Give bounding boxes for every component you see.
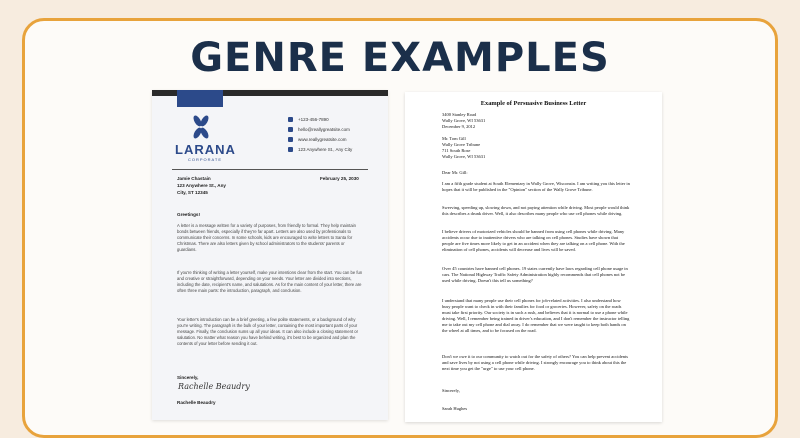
body-paragraph-2: If you're thinking of writing a letter yourself, make your intentions clear from the start. You can be fun and creative or straightforward, depending on your needs. Your letter are divided into sections, including the date, recipient's name, and salutations. As for the main content of your letter, there are often three main parts: the introduction, paragraph, and conclusion. <box>177 270 363 293</box>
contact-address <box>288 147 352 152</box>
persuasive-letter-example <box>405 92 662 422</box>
recipient-line3: 711 South Rose <box>442 148 471 153</box>
sender-address-line1: 3400 Stanley Road <box>442 112 477 117</box>
recipient-line1: Mr. Tom Gill <box>442 136 466 141</box>
body-paragraph-5: I understand that many people use their cell phones for job-related activities. I also understand how busy people want to check in with their families for food or groceries. However, safety on the roads must take first priority. Our society is in such a rush, and believes that it is normal to use a phone while driving. Well, I remember being trained in driver's education, and I don't remember the instructor telling me to take out my cell phone and dial away. I do remember that we were taught to keep both hands on the wheel at all times, and to be focused on the road. <box>442 298 630 334</box>
sender-name: Rachelle Beaudry <box>177 400 216 405</box>
body-paragraph-6: Don't we owe it to our community to watch out for the safety of others? You can help prevent accidents and save lives by not using a cell phone while driving. I strongly encourage you to think about this the next time you get the "urge" to use your cell phone. <box>442 354 629 372</box>
recipient-line4: Wally Grove, WI 53631 <box>442 154 486 159</box>
email-icon <box>288 127 293 132</box>
signer-name: Sarah Hughes <box>442 406 468 411</box>
contact-email <box>288 127 350 132</box>
body-paragraph-1: A letter is a message written for a variety of purposes, from friendly to formal. They help maintain bonds between friends, especially if they're far apart. Letters are also used by professionals to communicate their concerns. In some schools, kids are encouraged to write letters to Santa for Christmas. There are also letters given by school administrators to the students' parents or guardians. <box>177 223 356 252</box>
body-paragraph-3: I believe drivers of motorized vehicles should be banned from using cell phones while driving. Many accidents occur due to inattentive drivers who are talking on cell phones. Studies have shown that people are five times more likely to get in an accident when they are talking on a cell phone. With the elimination of cell phones, accidents will decrease and lives will be saved. <box>442 229 625 253</box>
brand-name: LARANA <box>175 142 236 157</box>
body-paragraph-2: Swerving, speeding up, slowing down, and not paying attention while driving. Most people would think this describes a drunk driver. Well, it also describes many people who use cell phones while driving. <box>442 205 630 217</box>
letter-title: Example of Persuasive Business Letter <box>480 100 587 107</box>
phone-icon <box>288 117 293 122</box>
contact-phone <box>288 117 329 122</box>
letter-date: February 25, 2030 <box>320 176 359 181</box>
closing: Sincerely, <box>442 388 460 393</box>
letter-accent-block <box>177 90 223 107</box>
recipient-line2: Wally Grove Tribune <box>442 142 481 147</box>
globe-icon <box>288 137 293 142</box>
recipient-name: Jamie Chastain <box>177 176 211 181</box>
slide-title: GENRE EXAMPLES <box>190 35 610 81</box>
body-paragraph-3: Your letter's introduction can be a brief greeting, a few polite statements, or a background of why you're writing. The paragraph is the bulk of your letter, containing the most important parts of your message. Finally, the conclusion sums up all your ideas. It can also include a closing statement or salutation. No matter what reason you have behind writing, it's best to be organized and plan the contents of your letter before sending it out. <box>177 317 359 346</box>
greeting: Greetings! <box>177 212 200 217</box>
signature: Rachelle Beaudry <box>178 382 250 391</box>
address-text: 123 Anywhere St., Any City <box>298 147 353 152</box>
larana-logo-icon <box>186 112 216 142</box>
body-paragraph-4: Over 45 countries have banned cell phones. 19 states currently have laws regarding cell phone usage in cars. The National Highway Traffic Safety Administration highly recommends that cell phones not be used while driving. Doesn't this tell us something? <box>442 266 628 284</box>
corporate-letter-example <box>152 90 388 420</box>
letter-date: December 9, 2012 <box>442 124 476 129</box>
salutation: Dear Mr. Gill: <box>442 170 468 175</box>
closing: Sincerely, <box>177 375 199 380</box>
location-icon <box>288 147 293 152</box>
body-paragraph-1: I am a fifth grade student at South Elementary in Wally Grove, Wisconsin. I am writing you this letter in hopes that it will be published in the "Opinion" section of the Wally Grove Tribune. <box>442 181 630 193</box>
header-divider <box>172 169 368 170</box>
brand-subtitle: CORPORATE <box>188 157 223 162</box>
slide-frame <box>22 18 778 438</box>
recipient-address-line2: City, ST 12345 <box>177 190 208 195</box>
email-text: hello@reallygreatsite.com <box>298 127 350 132</box>
contact-website <box>288 137 347 142</box>
sender-address-line2: Wally Grove, WI 53631 <box>442 118 486 123</box>
phone-text: +123-456-7890 <box>298 117 329 122</box>
recipient-address-line1: 123 Anywhere St., Any <box>177 183 226 188</box>
website-text: www.reallygreatsite.com <box>298 137 347 142</box>
